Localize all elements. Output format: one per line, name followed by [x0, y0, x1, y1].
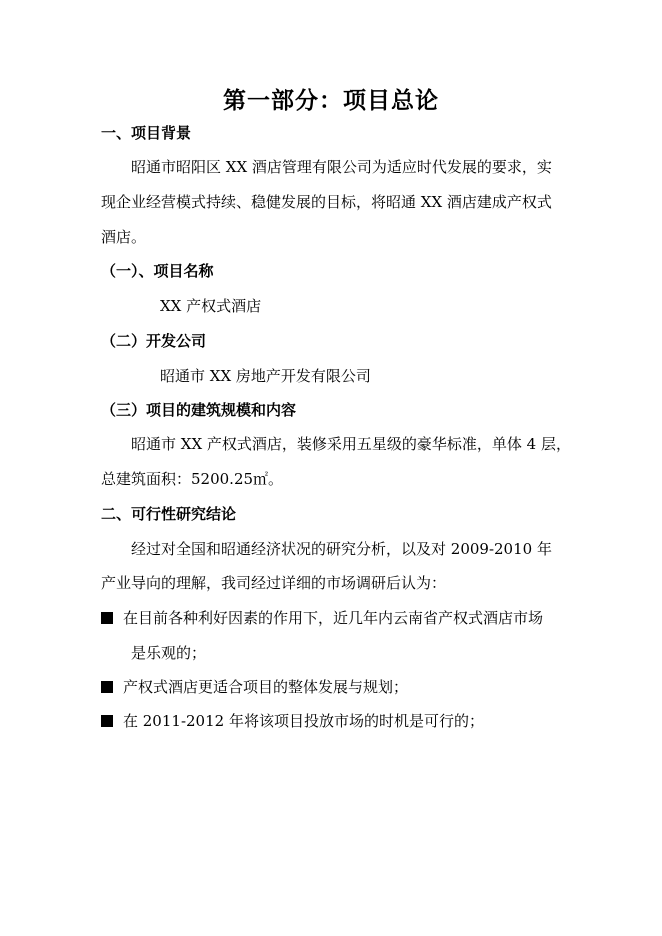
bullet-text: 在 2011-2012 年将该项目投放市场的时机是可行的； — [123, 712, 484, 730]
subheading-project-name: （一）、项目名称 — [101, 262, 214, 280]
page-title: 第一部分：项目总论 — [223, 87, 439, 114]
paragraph-line: 现企业经营模式持续、稳健发展的目标，将昭通 XX 酒店建成产权式 — [101, 193, 552, 211]
square-bullet-icon — [101, 715, 113, 727]
paragraph-line: 总建筑面积：5200.25㎡。 — [101, 470, 284, 488]
square-bullet-icon — [101, 681, 113, 693]
bullet-continuation: 是乐观的； — [131, 644, 207, 662]
paragraph-line: 昭通市昭阳区 XX 酒店管理有限公司为适应时代发展的要求，实 — [131, 158, 552, 176]
bullet-text: 在目前各种利好因素的作用下，近几年内云南省产权式酒店市场 — [123, 609, 544, 627]
bullet-item — [101, 677, 408, 697]
subheading-developer: （二）开发公司 — [101, 332, 207, 350]
paragraph-line: 酒店。 — [101, 228, 147, 246]
subheading-building-scale: （三）项目的建筑规模和内容 — [101, 401, 297, 419]
bullet-text: 产权式酒店更适合项目的整体发展与规划； — [123, 678, 409, 696]
paragraph-line: 昭通市 XX 产权式酒店，装修采用五星级的豪华标准，单体 4 层， — [131, 435, 571, 453]
section-heading-conclusion: 二、可行性研究结论 — [101, 505, 237, 523]
square-bullet-icon — [101, 612, 113, 624]
section-heading-background: 一、项目背景 — [101, 124, 192, 142]
developer-text: 昭通市 XX 房地产开发有限公司 — [160, 367, 371, 385]
project-name-text: XX 产权式酒店 — [160, 297, 262, 315]
paragraph-line: 产业导向的理解，我司经过详细的市场调研后认为： — [101, 574, 447, 592]
paragraph-line: 经过对全国和昭通经济状况的研究分析，以及对 2009-2010 年 — [131, 540, 552, 558]
bullet-item — [101, 608, 543, 628]
bullet-item — [101, 711, 484, 731]
